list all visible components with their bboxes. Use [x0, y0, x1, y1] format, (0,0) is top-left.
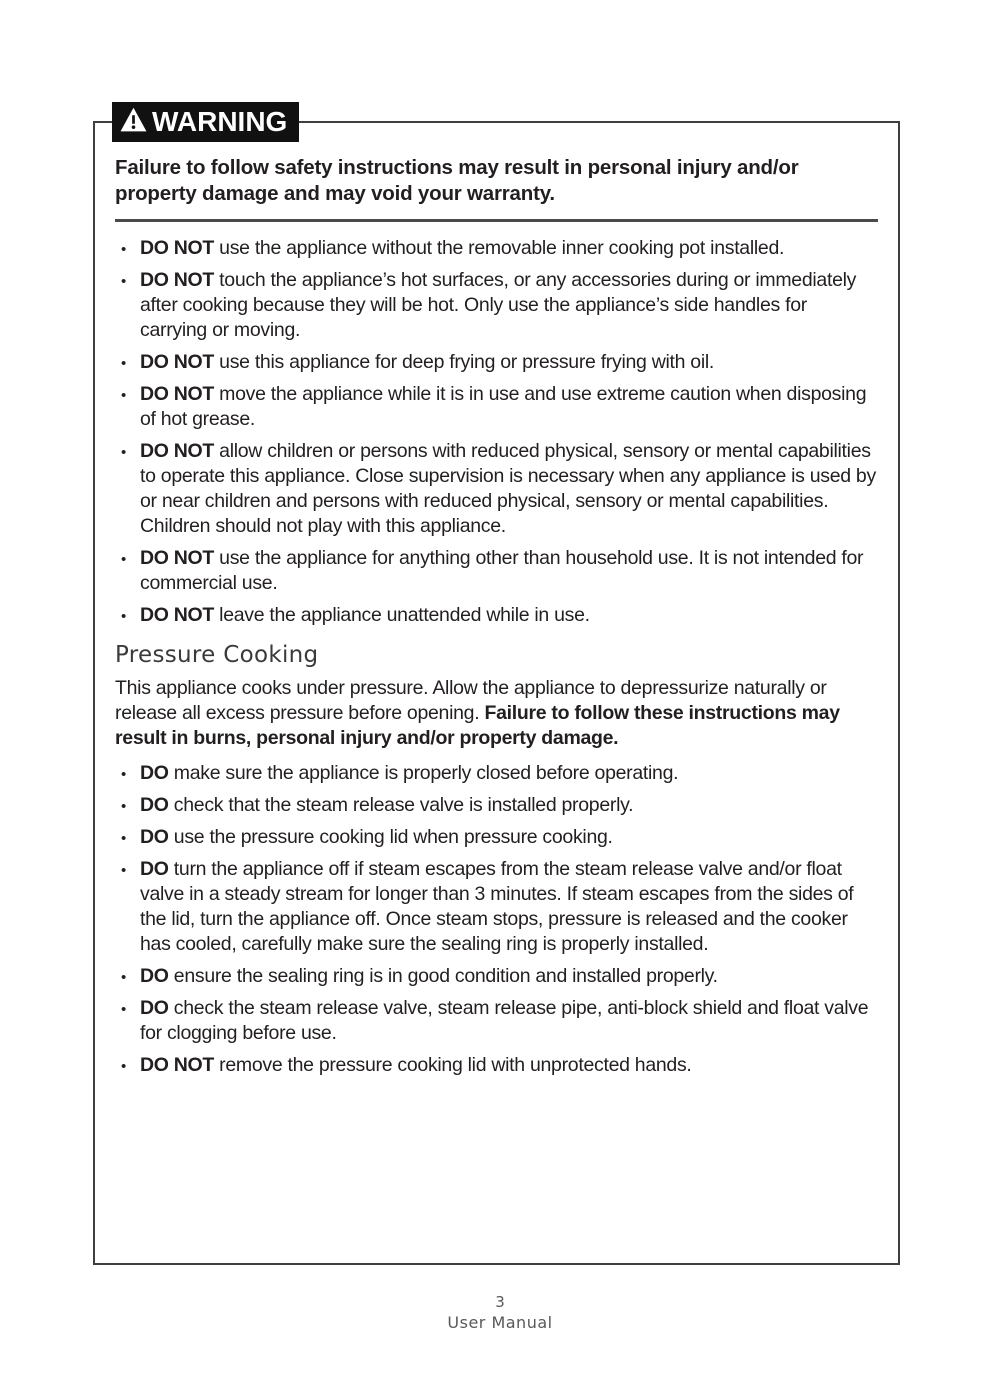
rule-text: use this appliance for deep frying or pressure frying with oil. [219, 351, 715, 373]
list-item [115, 857, 878, 957]
pressure-rules-list [115, 761, 878, 1078]
list-item [115, 603, 878, 628]
rule-lead: DO NOT [140, 604, 215, 626]
rule-lead: DO NOT [140, 351, 215, 373]
rule-lead: DO NOT [140, 440, 215, 462]
warning-badge [112, 102, 299, 142]
pressure-cooking-heading: Pressure Cooking [115, 642, 319, 668]
warning-content [95, 123, 898, 1078]
rule-text: allow children or persons with reduced physical, sensory or mental capabilities to operate this appliance. Close supervision is necessary when any appliance is used by or near children and persons with reduced physical, sensory or mental capabilities. Children should not play with this appliance. [140, 440, 876, 537]
rule-lead: DO [140, 826, 169, 848]
pressure-intro-bold: Failure to follow these instructions may result in burns, personal injury and/or property damage. [115, 702, 840, 749]
intro-divider [115, 219, 878, 222]
pressure-cooking-intro [115, 676, 878, 751]
page-footer [0, 1292, 1000, 1334]
list-item [115, 382, 878, 432]
list-item [115, 236, 878, 261]
list-item [115, 761, 878, 786]
list-item [115, 825, 878, 850]
list-item [115, 1053, 878, 1078]
rule-text: touch the appliance’s hot surfaces, or any accessories during or immediately after cooking because they will be hot. Only use the appliance’s side handles for carrying or moving. [140, 269, 857, 341]
warning-triangle-icon [120, 107, 147, 137]
rule-text: check that the steam release valve is installed properly. [173, 794, 634, 816]
page-number: 3 [495, 1293, 505, 1311]
rule-text: use the appliance for anything other than household use. It is not intended for commercial use. [140, 547, 864, 594]
pressure-intro-regular: This appliance cooks under pressure. Allow the appliance to depressurize naturally or release all excess pressure before opening. [115, 677, 827, 724]
warning-intro-text: Failure to follow safety instructions may result in personal injury and/or property damage and may void your warranty. [115, 156, 799, 205]
rule-lead: DO [140, 794, 169, 816]
rule-text: check the steam release valve, steam release pipe, anti-block shield and float valve for clogging before use. [140, 997, 869, 1044]
rule-text: remove the pressure cooking lid with unprotected hands. [219, 1054, 692, 1076]
do-not-rules-list [115, 236, 878, 628]
rule-lead: DO [140, 965, 169, 987]
list-item [115, 350, 878, 375]
rule-text: make sure the appliance is properly closed before operating. [173, 762, 679, 784]
list-item [115, 996, 878, 1046]
warning-box [93, 106, 900, 1265]
warning-badge-label: WARNING [152, 106, 288, 137]
rule-lead: DO NOT [140, 237, 215, 259]
list-item [115, 439, 878, 539]
rule-lead: DO [140, 997, 169, 1019]
rule-lead: DO [140, 858, 169, 880]
rule-lead: DO [140, 762, 169, 784]
list-item [115, 964, 878, 989]
rule-lead: DO NOT [140, 383, 215, 405]
rule-text: leave the appliance unattended while in use. [219, 604, 590, 626]
footer-label: User Manual [447, 1313, 553, 1332]
rule-lead: DO NOT [140, 547, 215, 569]
rule-lead: DO NOT [140, 1054, 215, 1076]
rule-text: use the appliance without the removable inner cooking pot installed. [219, 237, 785, 259]
rule-text: use the pressure cooking lid when pressure cooking. [173, 826, 613, 848]
rule-text: move the appliance while it is in use and use extreme caution when disposing of hot grease. [140, 383, 867, 430]
rule-text: turn the appliance off if steam escapes from the steam release valve and/or float valve in a steady stream for longer than 3 minutes. If steam escapes from the sides of the lid, turn the appliance off. Once steam stops, pressure is released and the cooker has cooled, carefully make sure the sealing ring is properly installed. [140, 858, 854, 955]
list-item [115, 268, 878, 343]
list-item [115, 546, 878, 596]
list-item [115, 793, 878, 818]
rule-text: ensure the sealing ring is in good condition and installed properly. [173, 965, 718, 987]
rule-lead: DO NOT [140, 269, 215, 291]
